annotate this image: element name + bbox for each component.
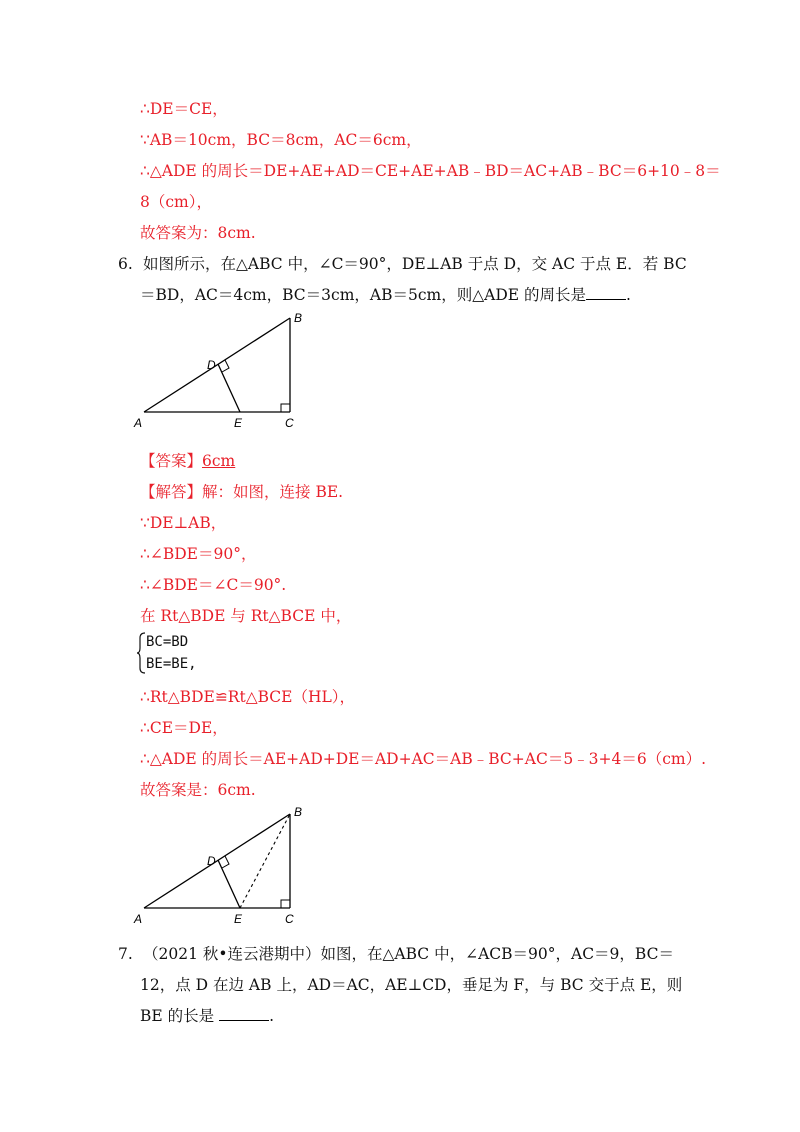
question-text: 12，点 D 在边 AB 上，AD＝AC，AE⊥CD，垂足为 F，与 BC 交于点 E，则 [140, 976, 683, 994]
triangle-figure [130, 310, 310, 435]
label-B: B [294, 805, 303, 819]
solution-line: ∴CE＝DE， [140, 719, 228, 737]
solution-line: ∴△ADE 的周长＝DE+AE+AD＝CE+AE+AB﹣BD＝AC+AB﹣BC＝6+10﹣8＝ [140, 162, 721, 180]
label-C: C [285, 416, 294, 430]
solution-line: ∴△ADE 的周长＝AE+AD+DE＝AD+AC＝AB﹣BC+AC＝5﹣3+4＝6（cm）. [140, 750, 707, 768]
solution-line: 故答案为：8cm. [140, 224, 256, 242]
label-B: B [294, 311, 303, 325]
label-C: C [285, 912, 294, 926]
solution-line: ∴Rt△BDE≌Rt△BCE（HL）， [140, 688, 356, 706]
question-text: BE 的长是 . [140, 1007, 275, 1025]
solution-line: ∴∠BDE＝∠C＝90°. [140, 576, 287, 594]
system-brace [136, 632, 146, 674]
solution-line: 故答案是：6cm. [140, 781, 256, 799]
system-eq: BE=BE, [146, 656, 197, 672]
solution-line: 在 Rt△BDE 与 Rt△BCE 中， [140, 607, 352, 625]
solution-line: 【解答】解：如图，连接 BE. [140, 483, 344, 501]
solution-line: ∵DE⊥AB， [140, 514, 227, 532]
question-number: 7. [118, 945, 133, 963]
triangle-figure-with-be [130, 802, 310, 927]
system-eq: BC=BD [146, 634, 189, 650]
solution-line: 8（cm）， [140, 193, 212, 211]
answer-blank [586, 285, 626, 300]
label-D: D [207, 358, 216, 372]
label-E: E [234, 912, 243, 926]
solution-line: ∵AB＝10cm，BC＝8cm，AC＝6cm， [140, 131, 422, 149]
label-A: A [134, 912, 143, 926]
question-text: （2021 秋•连云港期中）如图，在△ABC 中，∠ACB＝90°，AC＝9，BC＝ [143, 945, 674, 963]
question-text: 如图所示，在△ABC 中，∠C＝90°，DE⊥AB 于点 D，交 AC 于点 E．若 BC [143, 255, 687, 273]
label-D: D [207, 854, 216, 868]
question-text: ＝BD，AC＝4cm，BC＝3cm，AB＝5cm，则△ADE 的周长是 . [140, 286, 631, 304]
label-A: A [134, 416, 143, 430]
solution-line: ∴DE＝CE， [140, 100, 228, 118]
answer-line: 【答案】6cm [140, 452, 236, 470]
question-number: 6. [118, 255, 133, 273]
solution-line: ∴∠BDE＝90°， [140, 545, 257, 563]
label-E: E [234, 416, 243, 430]
answer-blank [219, 1006, 269, 1021]
